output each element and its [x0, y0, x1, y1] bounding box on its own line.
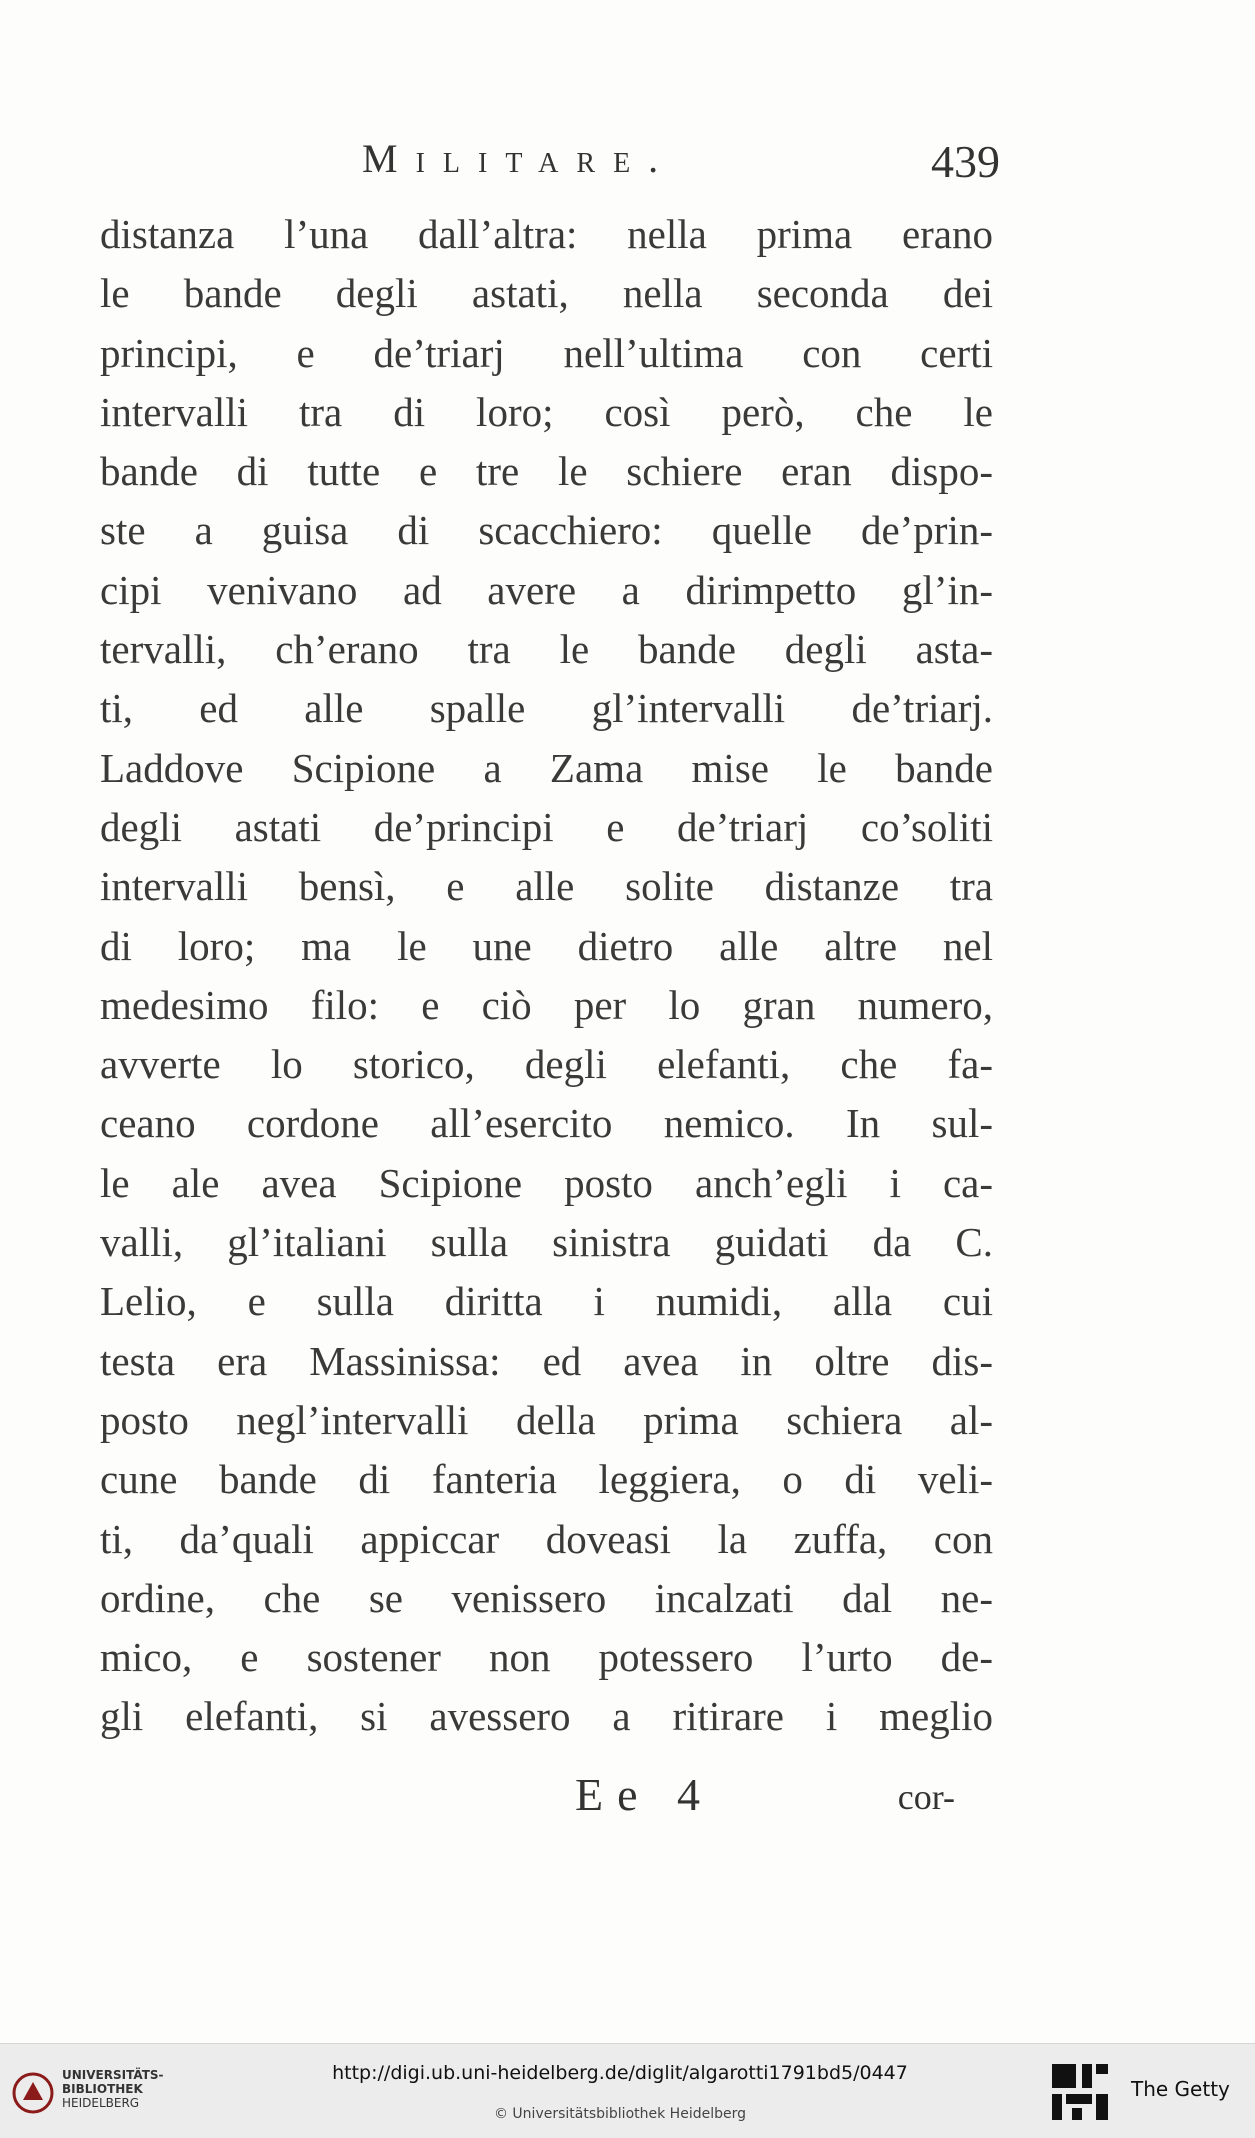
text-line: avverte lo storico, degli elefanti, che fa- — [100, 1041, 993, 1088]
library-name-line-2: BIBLIOTHEK — [62, 2082, 143, 2096]
text-line: intervalli tra di loro; così però, che le — [100, 388, 993, 435]
page-header — [100, 135, 1000, 195]
text-line: cipi venivano ad avere a dirimpetto gl’in- — [100, 566, 993, 613]
running-title: Militare. — [362, 136, 677, 181]
text-line: Lelio, e sulla diritta i numidi, alla cui — [100, 1278, 993, 1325]
text-line: ti, ed alle spalle gl’intervalli de’triarj. — [100, 685, 993, 732]
library-city: HEIDELBERG — [62, 2096, 140, 2110]
text-line: bande di tutte e tre le schiere eran dispo- — [100, 448, 993, 495]
text-line: degli astati de’principi e de’triarj co’soliti — [100, 803, 993, 850]
text-line: tervalli, ch’erano tra le bande degli asta- — [100, 626, 993, 673]
page-footer — [100, 1768, 993, 1838]
text-line: cune bande di fanteria leggiera, o di veli- — [100, 1456, 993, 1503]
text-line: medesimo filo: e ciò per lo gran numero, — [100, 981, 993, 1028]
university-library-label — [62, 2068, 164, 2110]
viewer-footer-bar — [0, 2043, 1255, 2138]
text-line: intervalli bensì, e alle solite distanze tra — [100, 863, 993, 910]
text-line: ceano cordone all’esercito nemico. In sul- — [100, 1100, 993, 1147]
text-line: gli elefanti, si avessero a ritirare i meglio — [100, 1693, 993, 1740]
text-line: le bande degli astati, nella seconda dei — [100, 270, 993, 317]
copyright-notice: © Universitätsbibliothek Heidelberg — [493, 2106, 746, 2122]
text-line: mico, e sostener non potessero l’urto de- — [100, 1634, 993, 1681]
text-line: testa era Massinissa: ed avea in oltre dis- — [100, 1337, 993, 1384]
page-number: 439 — [931, 136, 1000, 187]
text-line: ti, da’quali appiccar doveasi la zuffa, con — [100, 1515, 993, 1562]
document-url-link[interactable]: http://digi.ub.uni-heidelberg.de/diglit/algarotti1791bd5/0447 — [332, 2062, 908, 2084]
text-line: distanza l’una dall’altra: nella prima erano — [100, 211, 993, 257]
text-line: ste a guisa di scacchiero: quelle de’prin- — [100, 507, 993, 554]
text-line: Laddove Scipione a Zama mise le bande — [100, 744, 993, 791]
university-seal-icon — [12, 2072, 54, 2114]
catchword: cor- — [897, 1777, 955, 1817]
text-line: posto negl’intervalli della prima schiera al- — [100, 1396, 993, 1443]
sponsor-name: The Getty — [1131, 2077, 1230, 2101]
signature-mark: Ee 4 — [575, 1769, 715, 1820]
text-line: le ale avea Scipione posto anch’egli i ca- — [100, 1159, 993, 1206]
text-line: ordine, che se venissero incalzati dal ne- — [100, 1574, 993, 1621]
text-line: valli, gl’italiani sulla sinistra guidati da C. — [100, 1219, 993, 1266]
text-line: di loro; ma le une dietro alle altre nel — [100, 922, 993, 969]
text-line: principi, e de’triarj nell’ultima con certi — [100, 329, 993, 376]
library-name-line-1: UNIVERSITÄTS- — [62, 2068, 164, 2082]
getty-logo-icon — [1050, 2062, 1110, 2122]
body-text — [100, 205, 993, 1747]
